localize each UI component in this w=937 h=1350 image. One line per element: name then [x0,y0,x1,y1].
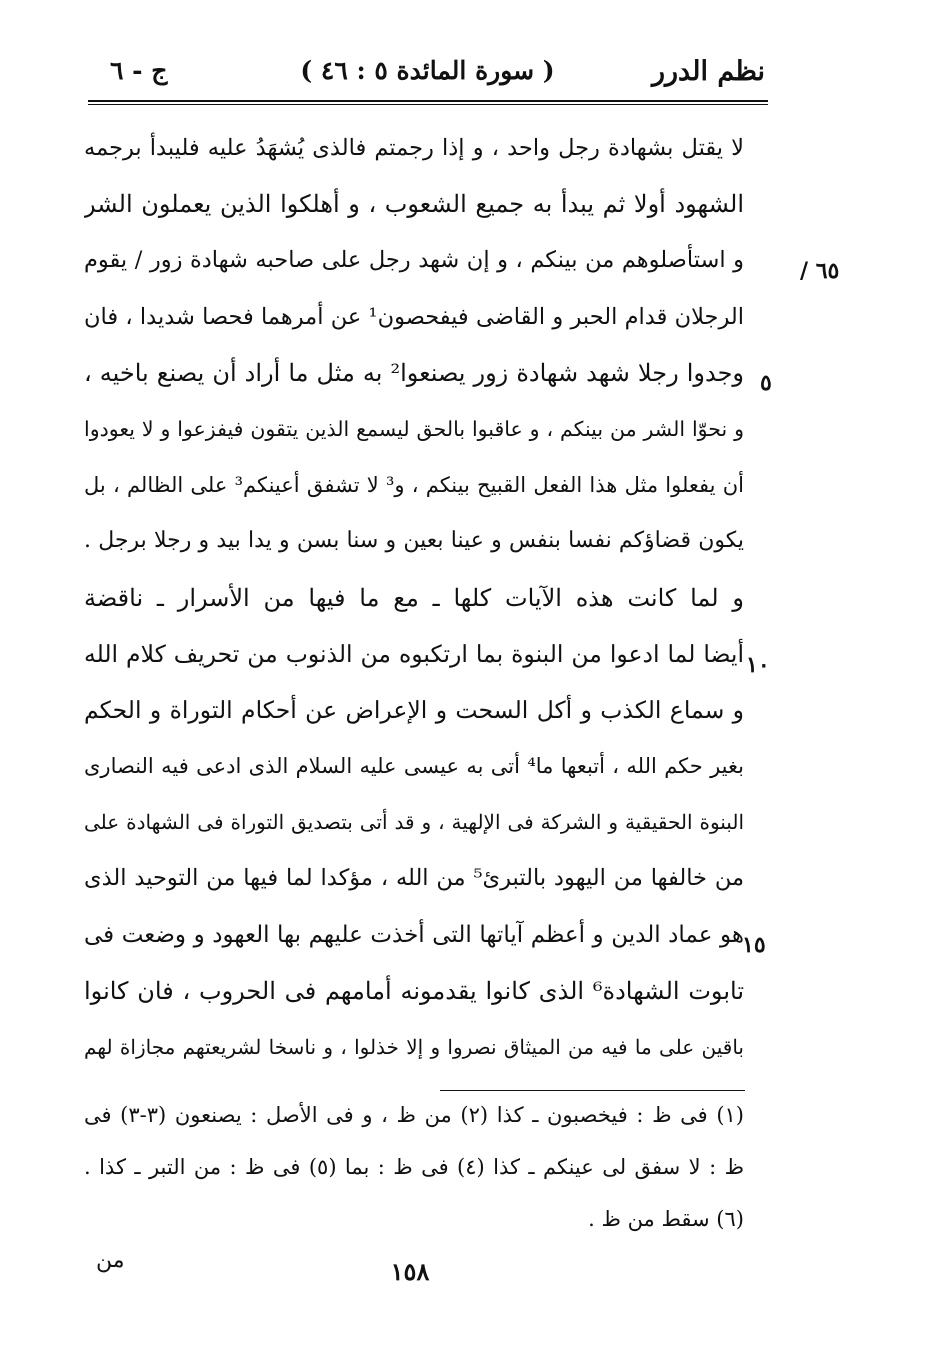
text-line: وجدوا رجلا شهد شهادة زور يصنعوا² به مثل ما أراد أن يصنع باخيه ، [84,358,744,387]
text-line: باقين على ما فيه من الميثاق نصروا و إلا خذلوا ، و ناسخا لشريعتهم مجازاة لهم [84,1035,744,1059]
line-number-5: ٥ [760,370,772,396]
line-number-15: ١٥ [742,932,766,958]
text-line: يكون قضاؤكم نفسا بنفس و عينا بعين و سنا بسن و يدا بيد و رجلا برجل . [84,528,744,554]
catchword: من [96,1248,125,1273]
text-line: أيضا لما ادعوا من البنوة بما ارتكبوه من الذنوب من تحريف كلام الله [84,639,744,668]
text-line: هو عماد الدين و أعظم آياتها التى أخذت عليهم بها العهود و وضعت فى [84,921,744,948]
volume-number: ج - ٦ [110,56,168,85]
surah-reference: ( سورة المائدة ٥ : ٤٦ ) [300,56,555,85]
page-number: ١٥٨ [390,1257,430,1286]
header-rule-thin [88,104,768,105]
footnote-line: (١) فى ظ : فيخصبون ـ كذا (٢) من ظ ، و فى الأصل : يصنعون (٣-٣) فى [84,1103,744,1127]
line-number-10: ١٠ [746,652,770,678]
text-line: الشهود أولا ثم يبدأ به جميع الشعوب ، و أهلكوا الذين يعملون الشر [84,190,744,219]
text-line: تابوت الشهادة⁶ الذى كانوا يقدمونه أمامهم فى الحروب ، فان كانوا [84,976,744,1005]
text-line: و لما كانت هذه الآيات كلها ـ مع ما فيها من الأسرار ـ ناقضة [84,583,744,612]
book-title: نظم الدرر [651,56,765,87]
header-rule [88,100,768,102]
text-line: و استأصلوهم من بينكم ، و إن شهد رجل على صاحبه شهادة زور / يقوم [84,247,744,274]
text-line: أن يفعلوا مثل هذا الفعل القبيح بينكم ، و³ لا تشفق أعينكم³ على الظالم ، بل [84,473,744,498]
text-line: بغير حكم الله ، أتبعها ما⁴ أتى به عيسى عليه السلام الذى ادعى فيه النصارى [84,754,744,779]
footnote-rule [440,1090,745,1091]
footnote-line: (٦) سقط من ظ . [588,1207,744,1231]
text-line: و سماع الكذب و أكل السحت و الإعراض عن أحكام التوراة و الحكم [84,695,744,724]
text-line: البنوة الحقيقية و الشركة فى الإلهية ، و قد أتى بتصديق التوراة فى الشهادة على [84,810,744,835]
folio-reference: ٦٥ / [800,258,840,284]
footnotes [84,1093,744,1249]
footnote-line: ظ : لا سفق لى عينكم ـ كذا (٤) فى ظ : بما (٥) فى ظ : من التبر ـ كذا . [84,1155,744,1179]
text-line: من خالفها من اليهود بالتبرئ⁵ من الله ، مؤكدا لما فيها من التوحيد الذى [84,865,744,892]
text-line: لا يقتل بشهادة رجل واحد ، و إذا رجمتم فالذى يُشهَدُ عليه فليبدأ برجمه [84,135,744,161]
text-line: الرجلان قدام الحبر و القاضى فيفحصون¹ عن أمرهما فحصا شديدا ، فان [84,303,744,330]
main-text [84,124,744,1079]
running-header [90,56,765,96]
text-line: و نحوّا الشر من بينكم ، و عاقبوا بالحق ليسمع الذين يتقون فيفزعوا و لا يعودوا [84,416,744,441]
